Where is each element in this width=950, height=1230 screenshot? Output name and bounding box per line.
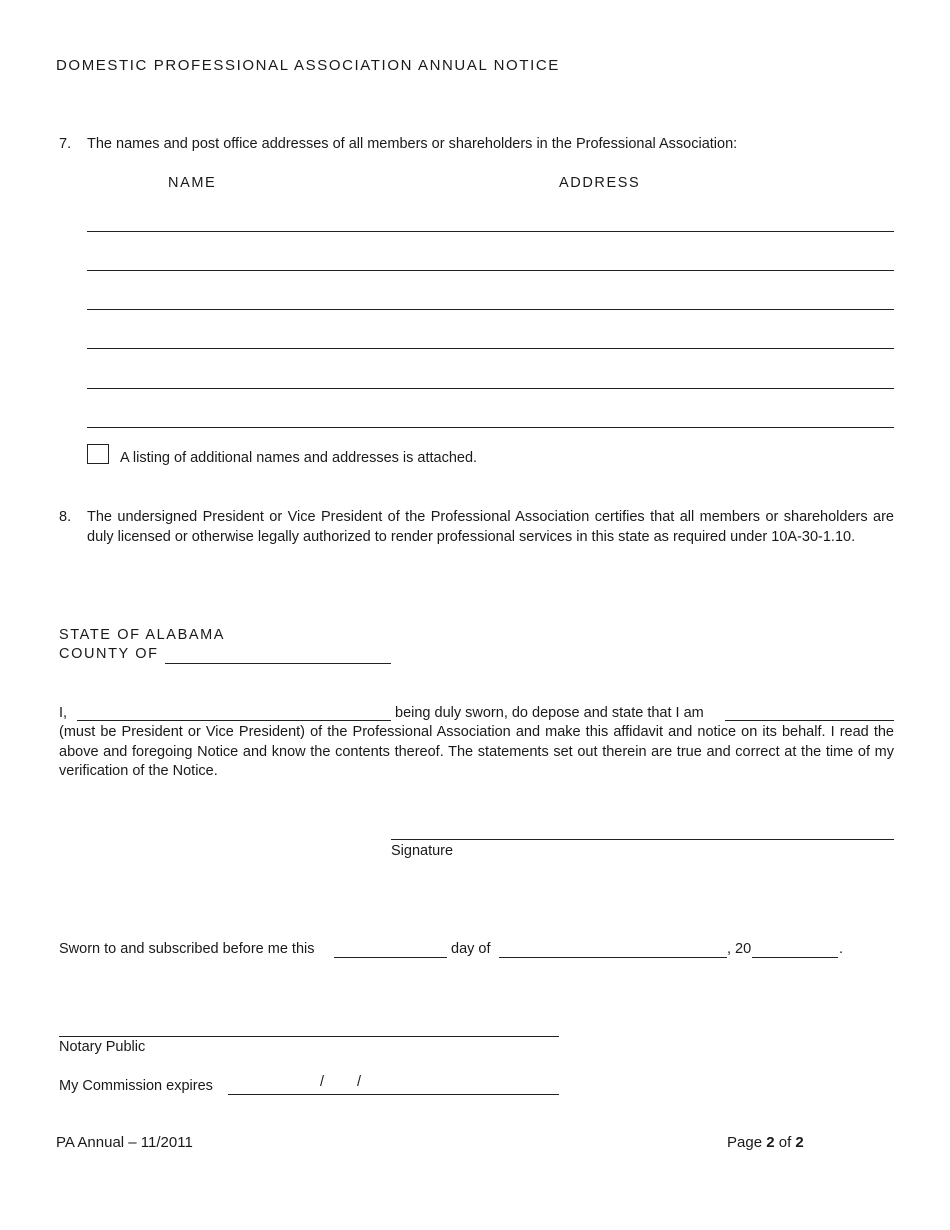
member-entry-line-6[interactable] (87, 427, 894, 428)
item-8-number: 8. (59, 509, 72, 525)
page-prefix: Page (727, 1134, 763, 1151)
day-of-label: day of (451, 941, 491, 957)
item-7-text: The names and post office addresses of all members or shareholders in the Professional Association: (87, 136, 738, 152)
signature-line[interactable] (391, 839, 894, 840)
page-of: of (778, 1134, 792, 1151)
county-label: COUNTY OF (59, 646, 159, 662)
affidavit-text: (must be President or Vice President) of the Professional Association and make this affidavit and notice on its behalf. I read the above and foregoing Notice and know the contents thereof. The statements set out therein are true and correct at the time of my verification of the Notice. (59, 724, 894, 779)
sworn-period: . (839, 941, 844, 957)
page-total: 2 (795, 1134, 804, 1151)
signature-label: Signature (391, 843, 454, 859)
form-identifier: PA Annual – 11/2011 (56, 1134, 193, 1151)
notary-label: Notary Public (59, 1039, 146, 1055)
notary-signature-line[interactable] (59, 1036, 559, 1037)
member-entry-line-5[interactable] (87, 388, 894, 389)
member-entry-line-2[interactable] (87, 270, 894, 271)
year-prefix: , 20 (727, 941, 752, 957)
sworn-day-field[interactable] (334, 957, 447, 958)
item-7-number: 7. (59, 136, 72, 152)
member-entry-line-3[interactable] (87, 309, 894, 310)
sworn-month-field[interactable] (499, 957, 727, 958)
sworn-prefix: Sworn to and subscribed before me this (59, 941, 315, 957)
date-separator: / (357, 1074, 362, 1090)
commission-label: My Commission expires (59, 1078, 213, 1094)
item-8-text: The undersigned President or Vice President of the Professional Association certifies that all members or shareholders are duly licensed or otherwise legally authorized to render professional services in this state as required under 10A-30-1.10. (87, 509, 894, 545)
additional-listing-checkbox[interactable] (87, 444, 109, 464)
page-number (727, 1133, 804, 1153)
affiant-title-field[interactable] (725, 720, 894, 721)
date-separator: / (320, 1074, 325, 1090)
member-entry-line-4[interactable] (87, 348, 894, 349)
additional-listing-label: A listing of additional names and addresses is attached. (120, 450, 478, 466)
county-field[interactable] (165, 663, 391, 664)
sworn-year-field[interactable] (752, 957, 838, 958)
commission-expiry-field[interactable] (228, 1094, 559, 1095)
address-column-header: ADDRESS (559, 175, 641, 191)
page-current: 2 (766, 1134, 775, 1151)
form-title: DOMESTIC PROFESSIONAL ASSOCIATION ANNUAL NOTICE (56, 57, 560, 74)
affidavit-prefix: I, (59, 705, 68, 721)
affidavit-mid-text: being duly sworn, do depose and state that I am (395, 705, 704, 721)
affiant-name-field[interactable] (77, 720, 391, 721)
state-label: STATE OF ALABAMA (59, 627, 226, 643)
name-column-header: NAME (168, 175, 217, 191)
member-entry-line-1[interactable] (87, 231, 894, 232)
